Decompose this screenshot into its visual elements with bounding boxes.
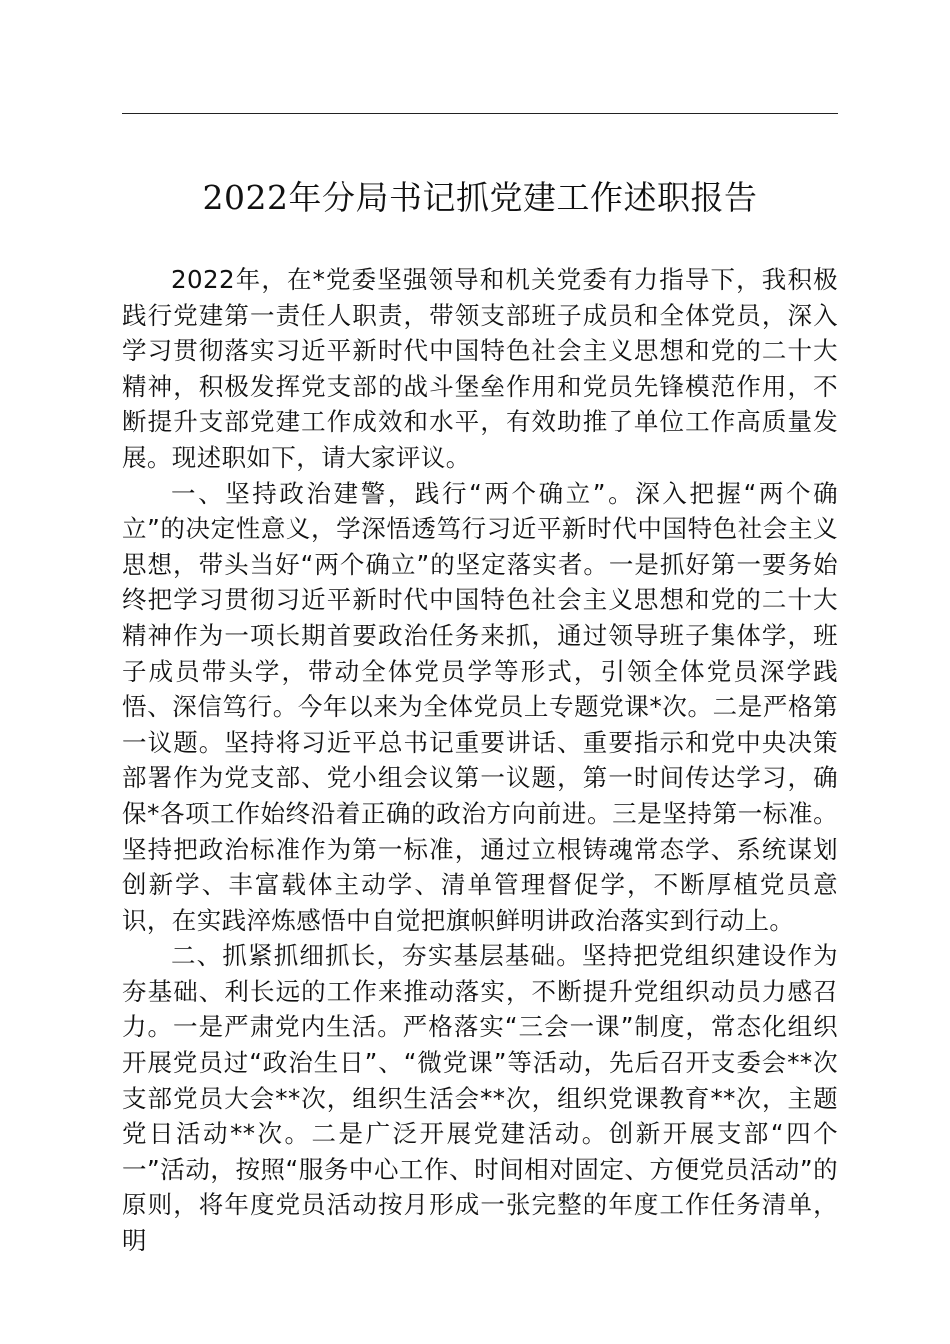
paragraph-intro: 2022年，在*党委坚强领导和机关党委有力指导下，我积极践行党建第一责任人职责，带领支部班子成员和全体党员，深入学习贯彻落实习近平新时代中国特色社会主义思想和党的二十大精神，积极发挥党支部的战斗堡垒作用和党员先锋模范作用，不断提升支部党建工作成效和水平，有效助推了单位工作高质量发展。现述职如下，请大家评议。: [122, 265, 838, 472]
document-body: [122, 262, 838, 1259]
paragraph-section-two: 二、抓紧抓细抓长，夯实基层基础。坚持把党组织建设作为夯基础、利长远的工作来推动落实，不断提升党组织动员力感召力。一是严肃党内生活。严格落实“三会一课”制度，常态化组织开展党员过“政治生日”、“微党课”等活动，先后召开支委会**次支部党员大会**次，组织生活会**次，组织党课教育**次，主题党日活动**次。二是广泛开展党建活动。创新开展支部“四个一”活动，按照“服务中心工作、时间相对固定、方便党员活动”的原则，将年度党员活动按月形成一张完整的年度工作任务清单，明: [122, 941, 838, 1256]
header-rule: [122, 113, 838, 114]
document-title: 2022年分局书记抓党建工作述职报告: [202, 178, 758, 217]
paragraph-section-one: 一、坚持政治建警，践行“两个确立”。深入把握“两个确立”的决定性意义，学深悟透笃行习近平新时代中国特色社会主义思想，带头当好“两个确立”的坚定落实者。一是抓好第一要务始终把学习贯彻习近平新时代中国特色社会主义思想和党的二十大精神作为一项长期首要政治任务来抓，通过领导班子集体学，班子成员带头学，带动全体党员学等形式，引领全体党员深学践悟、深信笃行。今年以来为全体党员上专题党课*次。二是严格第一议题。坚持将习近平总书记重要讲话、重要指示和党中央决策部署作为党支部、党小组会议第一议题，第一时间传达学习，确保*各项工作始终沿着正确的政治方向前进。三是坚持第一标准。坚持把政治标准作为第一标准，通过立根铸魂常态学、系统谋划创新学、丰富载体主动学、清单管理督促学，不断厚植党员意识，在实践淬炼感悟中自觉把旗帜鲜明讲政治落实到行动上。: [122, 478, 838, 935]
